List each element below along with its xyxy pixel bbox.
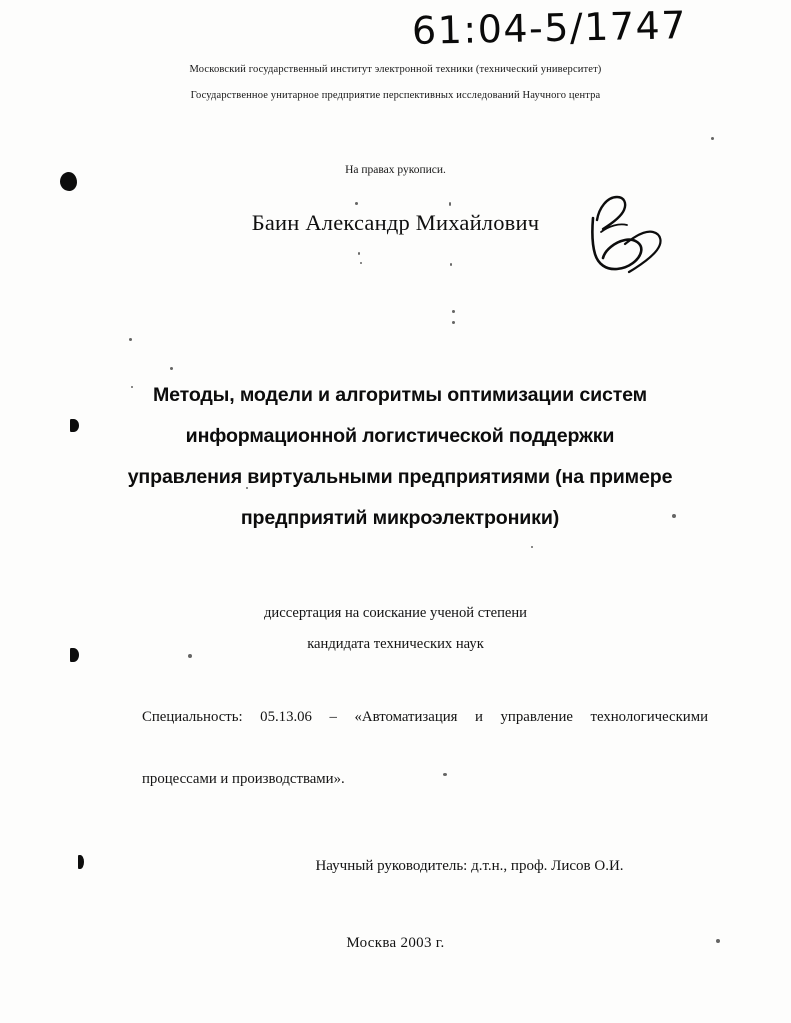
handwritten-archive-number: 61:04-5/1747 bbox=[411, 3, 688, 53]
scan-speck bbox=[170, 367, 173, 370]
scan-speck bbox=[531, 546, 533, 548]
institution-line-1: Московский государственный институт электронной техники (технический университет) bbox=[189, 64, 602, 75]
scan-speck bbox=[355, 202, 358, 205]
scan-speck bbox=[358, 252, 360, 255]
scan-speck bbox=[450, 263, 452, 266]
degree-line-2: кандидата технических наук bbox=[307, 636, 484, 652]
title-line-3: управления виртуальными предприятиями (на примере bbox=[127, 466, 673, 488]
author-name: Баин Александр Михайлович bbox=[251, 210, 540, 235]
manuscript-note: На правах рукописи. bbox=[345, 164, 446, 176]
city-and-year: Москва 2003 г. bbox=[346, 935, 445, 951]
scan-speck bbox=[129, 338, 132, 341]
scan-speck bbox=[452, 310, 455, 313]
scan-speck bbox=[711, 137, 714, 140]
scan-speck bbox=[360, 262, 362, 264]
signature-mark bbox=[583, 192, 675, 274]
degree-statement bbox=[0, 598, 791, 660]
title-line-4: предприятий микроэлектроники) bbox=[240, 507, 560, 529]
specialty-line-2: процессами и производствами». bbox=[142, 771, 345, 787]
binding-hole-mark-2 bbox=[70, 419, 79, 432]
specialty-paragraph bbox=[142, 702, 708, 795]
title-line-2: информационной логистической поддержки bbox=[185, 425, 615, 447]
title-line-1: Методы, модели и алгоритмы оптимизации систем bbox=[152, 384, 648, 406]
dissertation-title bbox=[120, 375, 680, 539]
specialty-line-1: Специальность: 05.13.06 – «Автоматизация и управление технологическими bbox=[142, 709, 708, 725]
scan-speck bbox=[449, 202, 451, 206]
institution-line-2: Государственное унитарное предприятие перспективных исследований Научного центра bbox=[190, 90, 601, 101]
signature-icon bbox=[583, 192, 675, 274]
degree-line-1: диссертация на соискание ученой степени bbox=[264, 605, 527, 621]
scan-speck bbox=[452, 321, 455, 324]
scientific-supervisor: Научный руководитель: д.т.н., проф. Лисов О.И. bbox=[315, 858, 624, 874]
